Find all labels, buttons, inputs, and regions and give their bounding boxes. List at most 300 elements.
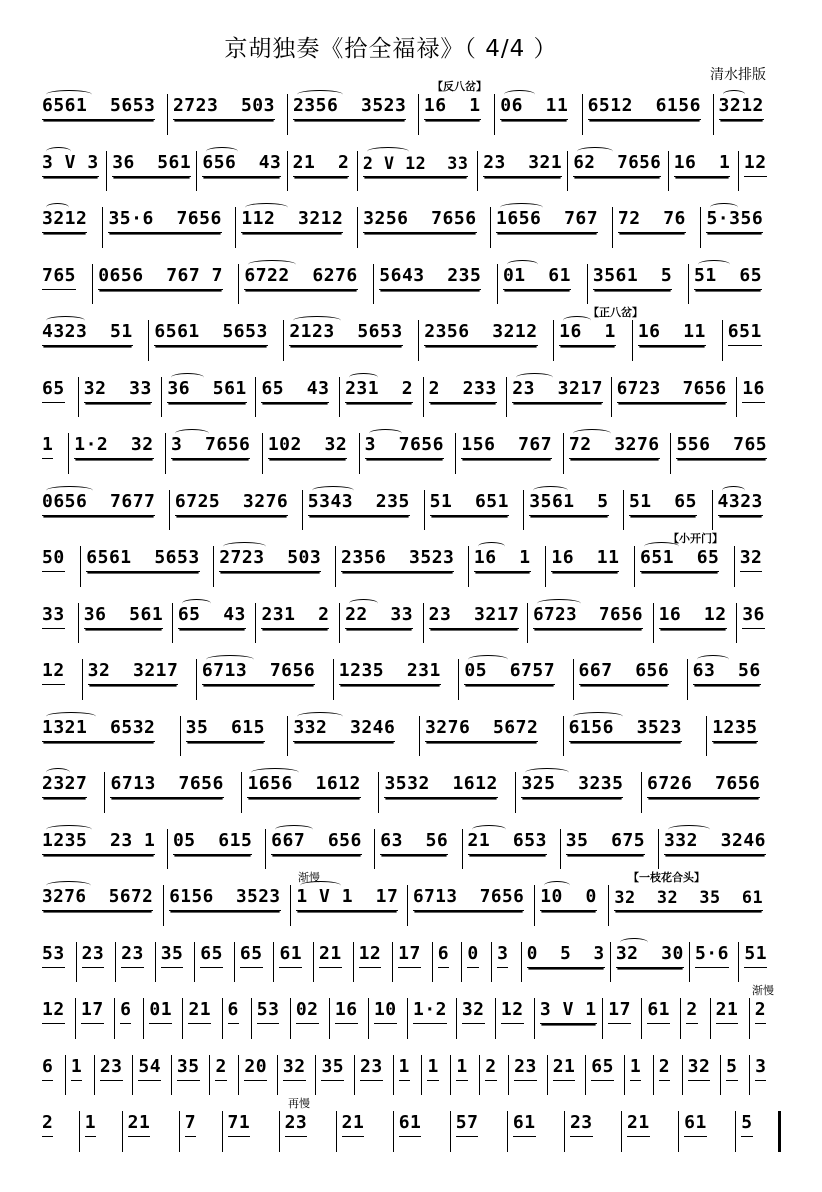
slur-mark: [349, 599, 378, 608]
barline: [534, 998, 535, 1039]
slur-mark: [223, 542, 266, 551]
slur-mark: [46, 712, 96, 721]
measure: 65 43: [178, 603, 246, 629]
measure: 23 3217: [429, 603, 520, 629]
barline: [507, 1111, 508, 1152]
slur-mark: [698, 260, 729, 269]
barline: [165, 433, 166, 474]
measure: 16: [742, 377, 765, 403]
barline: [234, 942, 235, 983]
measure: 5: [726, 1055, 737, 1081]
score-body: [0, 80, 822, 1158]
barline: [76, 942, 77, 983]
measure: 231 2: [345, 377, 413, 403]
measure: 3 V 3: [42, 151, 99, 177]
slur-mark: [248, 260, 295, 269]
measure: 3: [755, 1055, 766, 1081]
score-row: [0, 649, 822, 706]
measure: 6726 7656: [647, 772, 760, 798]
barline: [287, 94, 288, 135]
measure: 61: [399, 1111, 422, 1137]
measure: 36 561: [112, 151, 191, 177]
measure: 112 3212: [241, 207, 343, 233]
barline: [143, 998, 144, 1039]
measure: 63 56: [380, 829, 448, 855]
measure: 12: [42, 659, 65, 685]
barline: [749, 1055, 750, 1096]
barline: [80, 546, 81, 587]
slur-mark: [500, 203, 543, 212]
barline: [155, 942, 156, 983]
barline: [421, 1055, 422, 1096]
measure: 3532 1612: [384, 772, 497, 798]
measure: 6725 3276: [175, 490, 288, 516]
slur-mark: [46, 316, 85, 325]
barline: [497, 264, 498, 305]
measure: 2: [485, 1055, 496, 1081]
barline: [196, 659, 197, 700]
barline: [357, 207, 358, 248]
score-row: [0, 532, 822, 593]
measure: 23: [100, 1055, 123, 1081]
measure: 21: [553, 1055, 576, 1081]
barline: [682, 1055, 683, 1096]
measure: 5643 235: [379, 264, 481, 290]
measure: 1·2 32: [74, 433, 153, 459]
measure: 1·2: [413, 998, 447, 1024]
barline: [634, 546, 635, 587]
measure: 23: [360, 1055, 383, 1081]
measure: 6: [438, 942, 449, 968]
barline: [329, 998, 330, 1039]
measure: 1: [85, 1111, 96, 1137]
barline: [477, 151, 478, 192]
barline: [621, 1111, 622, 1152]
barline: [419, 716, 420, 757]
barline: [687, 659, 688, 700]
measure: 35 615: [186, 716, 265, 742]
barline: [736, 603, 737, 644]
barline: [749, 998, 750, 1039]
measure: 6723 7656: [533, 603, 643, 629]
slur-mark: [722, 486, 745, 495]
measure: 21: [627, 1111, 650, 1137]
measure: 72 3276: [569, 433, 660, 459]
barline: [407, 885, 408, 926]
measure: 1: [630, 1055, 641, 1081]
barline: [587, 264, 588, 305]
barline: [418, 320, 419, 361]
barline: [468, 546, 469, 587]
slur-mark: [46, 825, 92, 834]
measure: 51 65: [694, 264, 762, 290]
slur-mark: [504, 90, 535, 99]
measure: 6713 7656: [413, 885, 524, 911]
measure: 35: [161, 942, 184, 968]
barline: [560, 829, 561, 870]
measure: 1235 231: [339, 659, 441, 685]
measure: 2327: [42, 772, 87, 798]
barline: [720, 1055, 721, 1096]
measure: 35: [177, 1055, 200, 1081]
barline: [658, 829, 659, 870]
measure: 35: [321, 1055, 344, 1081]
measure: 20: [244, 1055, 267, 1081]
measure: 2123 5653: [289, 320, 402, 346]
measure: 2 V 12 33: [363, 151, 469, 177]
score-row: [0, 706, 822, 763]
barline: [313, 942, 314, 983]
barline: [167, 94, 168, 135]
slur-mark: [573, 429, 611, 438]
slur-mark: [710, 203, 737, 212]
barline: [78, 603, 79, 644]
barline: [114, 998, 115, 1039]
measure: 36: [742, 603, 765, 629]
measure: 12: [42, 998, 65, 1024]
barline: [180, 716, 181, 757]
slur-mark: [46, 486, 93, 495]
slur-mark: [723, 90, 746, 99]
measure: 12: [501, 998, 524, 1024]
measure: 6: [120, 998, 131, 1024]
section-mark: 【正八岔】: [588, 306, 643, 319]
measure: 21: [128, 1111, 151, 1137]
measure: 71: [228, 1111, 251, 1137]
measure: 2: [215, 1055, 226, 1081]
barline: [353, 942, 354, 983]
measure: 1: [427, 1055, 438, 1081]
measure: 23 3217: [512, 377, 603, 403]
barline: [235, 207, 236, 248]
slur-mark: [544, 881, 570, 890]
barline: [491, 942, 492, 983]
section-mark: 渐慢: [298, 871, 320, 884]
barline: [706, 716, 707, 757]
score-row: [0, 367, 822, 424]
slur-mark: [46, 768, 70, 777]
measure: 332 3246: [293, 716, 395, 742]
barline: [255, 603, 256, 644]
barline: [290, 885, 291, 926]
barline: [668, 151, 669, 192]
measure: 62 7656: [573, 151, 661, 177]
measure: 72 76: [618, 207, 686, 233]
barline: [287, 151, 288, 192]
measure: 63 56: [693, 659, 761, 685]
barline: [255, 377, 256, 418]
barline: [65, 1055, 66, 1096]
barline: [612, 207, 613, 248]
measure: 23: [570, 1111, 593, 1137]
measure: 16 12: [659, 603, 727, 629]
barline: [689, 942, 690, 983]
barline: [161, 377, 162, 418]
barline: [506, 377, 507, 418]
measure: 1321 6532: [42, 716, 155, 742]
measure: 2723 503: [173, 94, 275, 120]
score-row: [0, 197, 822, 254]
measure: 2356 3523: [341, 546, 454, 572]
measure: 1: [71, 1055, 82, 1081]
section-mark: 【小开门】: [668, 532, 723, 545]
measure: 02: [296, 998, 319, 1024]
barline: [279, 1111, 280, 1152]
measure: 6561 5653: [154, 320, 267, 346]
slur-mark: [468, 655, 508, 664]
measure: 16 1: [424, 94, 481, 120]
measure: 1: [42, 433, 53, 459]
measure: 4323 51: [42, 320, 133, 346]
barline: [602, 998, 603, 1039]
measure: 16: [335, 998, 358, 1024]
score-row: [0, 762, 822, 819]
measure: 57: [456, 1111, 479, 1137]
barline: [490, 207, 491, 248]
barline: [700, 207, 701, 248]
measure: 0656 7677: [42, 490, 155, 516]
measure: 17: [81, 998, 104, 1024]
barline: [553, 320, 554, 361]
measure: 6723 7656: [617, 377, 727, 403]
barline: [722, 320, 723, 361]
measure: 0: [467, 942, 478, 968]
measure: 2: [755, 998, 766, 1024]
measure: 21: [188, 998, 211, 1024]
measure: 21 2: [293, 151, 350, 177]
measure: 2723 503: [219, 546, 321, 572]
barline: [283, 320, 284, 361]
barline: [179, 1111, 180, 1152]
score-row: [0, 819, 822, 876]
measure: 51 651: [430, 490, 509, 516]
measure: 17: [398, 942, 421, 968]
slur-mark: [507, 260, 538, 269]
measure: 7: [185, 1111, 196, 1137]
measure: 35 675: [566, 829, 645, 855]
slur-mark: [472, 825, 506, 834]
barline: [78, 377, 79, 418]
measure: 12: [744, 151, 767, 177]
arranger-credit: 清水排版: [710, 67, 766, 83]
barline: [713, 94, 714, 135]
measure: 17: [608, 998, 631, 1024]
barline: [339, 603, 340, 644]
barline: [163, 885, 164, 926]
barline: [778, 1111, 781, 1152]
measure: 231 2: [261, 603, 329, 629]
barline: [680, 998, 681, 1039]
slur-mark: [516, 373, 553, 382]
slur-mark: [293, 316, 340, 325]
measure: 61: [684, 1111, 707, 1137]
measure: 651: [728, 320, 762, 346]
measure: 51 65: [629, 490, 697, 516]
barline: [623, 490, 624, 531]
barline: [735, 1111, 736, 1152]
score-title: [0, 30, 822, 63]
measure: 2356 3212: [424, 320, 537, 346]
barline: [359, 433, 360, 474]
section-mark: 【反八岔】: [432, 80, 487, 93]
measure: 6156 3523: [569, 716, 682, 742]
measure: 4323: [718, 490, 763, 516]
slur-mark: [275, 825, 313, 834]
measure: 6512 6156: [588, 94, 701, 120]
measure: 332 3246: [664, 829, 766, 855]
barline: [563, 716, 564, 757]
barline: [653, 603, 654, 644]
measure: 3212: [719, 94, 764, 120]
measure: 765: [42, 264, 76, 290]
measure: 61: [513, 1111, 536, 1137]
slur-mark: [206, 655, 254, 664]
slur-mark: [46, 147, 71, 156]
barline: [148, 320, 149, 361]
barline: [582, 94, 583, 135]
score-row: [0, 141, 822, 198]
measure: 32: [688, 1055, 711, 1081]
barline: [238, 1055, 239, 1096]
slur-mark: [577, 147, 612, 156]
measure: 102 32: [268, 433, 347, 459]
measure: 32 3217: [88, 659, 179, 685]
barline: [418, 94, 419, 135]
barline: [92, 264, 93, 305]
barline: [527, 603, 528, 644]
score-row: [0, 306, 822, 367]
measure: 3 7656: [365, 433, 444, 459]
measure: 6: [228, 998, 239, 1024]
measure: 23: [514, 1055, 537, 1081]
measure: 50: [42, 546, 65, 572]
barline: [392, 942, 393, 983]
measure: 1: [399, 1055, 410, 1081]
barline: [573, 659, 574, 700]
barline: [287, 716, 288, 757]
score-row: [0, 932, 822, 989]
barline: [213, 546, 214, 587]
slur-mark: [245, 203, 288, 212]
barline: [262, 433, 263, 474]
measure: 5·356: [706, 207, 763, 233]
slur-mark: [297, 712, 343, 721]
measure: 53: [42, 942, 65, 968]
measure: 556 765: [676, 433, 767, 459]
slur-mark: [206, 147, 238, 156]
score-row: [0, 423, 822, 480]
barline: [169, 490, 170, 531]
barline: [241, 772, 242, 813]
measure: 0656 767 7: [98, 264, 223, 290]
barline: [336, 1111, 337, 1152]
section-mark: 【一枝花合头】: [628, 871, 705, 884]
barline: [653, 1055, 654, 1096]
barline: [456, 998, 457, 1039]
measure: 05 6757: [464, 659, 555, 685]
measure: 6713 7656: [110, 772, 223, 798]
slur-mark: [297, 90, 343, 99]
measure: 51: [744, 942, 767, 968]
measure: 23: [121, 942, 144, 968]
barline: [508, 1055, 509, 1096]
barline: [455, 433, 456, 474]
barline: [122, 1111, 123, 1152]
barline: [167, 829, 168, 870]
barline: [423, 377, 424, 418]
score-row: [0, 1045, 822, 1102]
measure: 53: [257, 998, 280, 1024]
barline: [738, 942, 739, 983]
barline: [641, 772, 642, 813]
measure: 5: [741, 1111, 752, 1137]
measure: 01: [149, 998, 172, 1024]
measure: 6713 7656: [202, 659, 315, 685]
slur-mark: [537, 599, 581, 608]
barline: [545, 546, 546, 587]
measure: 3: [497, 942, 508, 968]
slur-mark: [668, 825, 710, 834]
measure: 3561 5: [529, 490, 608, 516]
measure: 23 321: [483, 151, 562, 177]
measure: 16 11: [551, 546, 619, 572]
barline: [79, 1111, 80, 1152]
slur-mark: [620, 938, 648, 947]
measure: 3276 5672: [42, 885, 153, 911]
barline: [238, 264, 239, 305]
section-mark: 渐慢: [752, 984, 774, 997]
score-row: [0, 80, 822, 141]
barline: [194, 942, 195, 983]
measure: 16 11: [638, 320, 706, 346]
barline: [479, 1055, 480, 1096]
measure: 2: [659, 1055, 670, 1081]
barline: [523, 490, 524, 531]
slur-mark: [563, 316, 591, 325]
measure: 32 33: [84, 377, 152, 403]
barline: [450, 1111, 451, 1152]
slur-mark: [533, 486, 568, 495]
measure: 656 43: [202, 151, 281, 177]
measure: 32: [462, 998, 485, 1024]
barline: [115, 942, 116, 983]
measure: 54: [138, 1055, 161, 1081]
measure: 21: [716, 998, 739, 1024]
slur-mark: [525, 768, 569, 777]
measure: 35·6 7656: [108, 207, 221, 233]
measure: 65 43: [261, 377, 329, 403]
barline: [102, 207, 103, 248]
measure: 1 V 1 17: [296, 885, 398, 911]
measure: 2 233: [429, 377, 497, 403]
measure: 22 33: [345, 603, 413, 629]
barline: [339, 377, 340, 418]
barline: [94, 1055, 95, 1096]
barline: [277, 1055, 278, 1096]
measure: 61: [279, 942, 302, 968]
barline: [424, 490, 425, 531]
barline: [688, 264, 689, 305]
measure: 1235 23 1: [42, 829, 155, 855]
barline: [104, 772, 105, 813]
measure: 1656 1612: [247, 772, 360, 798]
barline: [608, 885, 609, 926]
barline: [515, 772, 516, 813]
measure: 2: [686, 998, 697, 1024]
measure: 3256 7656: [363, 207, 476, 233]
barline: [712, 490, 713, 531]
measure: 5343 235: [308, 490, 410, 516]
